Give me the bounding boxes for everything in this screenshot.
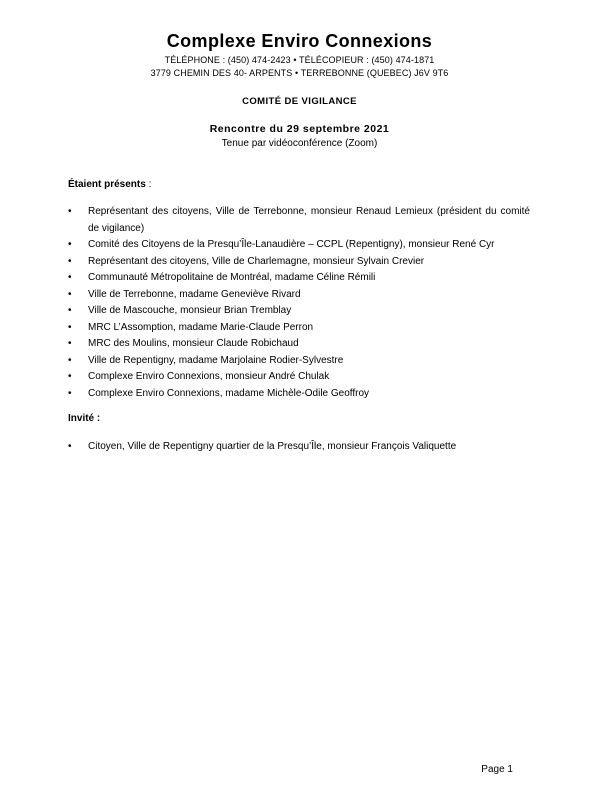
list-item (68, 254, 530, 271)
bullet: • (68, 255, 72, 267)
bullet: • (68, 305, 72, 316)
attendee: Ville de Repentigny, madame Marjolaine Rodier-Sylvestre (88, 354, 344, 366)
attendee: Comité des Citoyens de la Presqu’Île-Lanaudière – CCPL (Repentigny), monsieur René Cyr (88, 239, 495, 250)
attendee: Ville de Terrebonne, madame Geneviève Rivard (88, 288, 301, 300)
bullet: • (68, 354, 72, 366)
present-heading (68, 179, 151, 190)
bullet: • (68, 321, 72, 333)
list-item (68, 386, 530, 403)
committee-title: COMITÉ DE VIGILANCE (242, 96, 357, 107)
invited-heading (68, 413, 100, 424)
list-item (68, 237, 530, 254)
list-item (68, 204, 530, 237)
bullet: • (68, 239, 72, 250)
company-name: Complexe Enviro Connexions (166, 31, 433, 51)
present-heading-label: Étaient présents (68, 179, 146, 190)
guest: Citoyen, Ville de Repentigny quartier de la Presqu’Île, monsieur François Valiquette (88, 441, 457, 452)
bullet: • (68, 206, 72, 217)
bullet: • (68, 387, 72, 399)
list-item (68, 303, 530, 320)
bullet: • (68, 441, 72, 452)
attendee: MRC des Moulins, monsieur Claude Robichaud (88, 338, 299, 349)
list-item (68, 336, 530, 353)
attendee: MRC L’Assomption, madame Marie-Claude Perron (88, 321, 314, 333)
bullet: • (68, 288, 72, 300)
meeting-mode: Tenue par vidéoconférence (Zoom) (221, 138, 378, 149)
list-item (68, 369, 530, 386)
list-item (68, 287, 530, 304)
contact-address: 3779 CHEMIN DES 40- ARPENTS • TERREBONNE (QUEBEC) J6V 9T6 (150, 68, 449, 78)
attendee: Communauté Métropolitaine de Montréal, madame Céline Rémili (88, 272, 376, 283)
present-heading-suffix: : (145, 179, 152, 190)
meeting-date: Rencontre du 29 septembre 2021 (209, 123, 390, 135)
bullet: • (68, 371, 72, 382)
list-item (68, 270, 530, 287)
bullet: • (68, 272, 72, 283)
attendee: Ville de Mascouche, monsieur Brian Tremblay (88, 305, 292, 316)
list-item (68, 320, 530, 337)
list-item (68, 353, 530, 370)
attendee: Complexe Enviro Connexions, madame Michèle-Odile Geoffroy (88, 387, 370, 399)
invited-heading-label: Invité : (68, 413, 101, 424)
page-number: Page 1 (481, 764, 513, 775)
contact-phone-fax: TÉLÉPHONE : (450) 474-2423 • TÉLÉCOPIEUR : (450) 474-1871 (164, 55, 435, 65)
attendee: Complexe Enviro Connexions, monsieur André Chulak (88, 371, 330, 382)
present-list (68, 204, 530, 402)
invited-list (68, 439, 530, 456)
bullet: • (68, 338, 72, 349)
attendee: Représentant des citoyens, Ville de Charlemagne, monsieur Sylvain Crevier (88, 255, 425, 267)
attendee: Représentant des citoyens, Ville de Terrebonne, monsieur Renaud Lemieux (président du comité de vigilance) (88, 206, 530, 234)
list-item (68, 439, 530, 456)
